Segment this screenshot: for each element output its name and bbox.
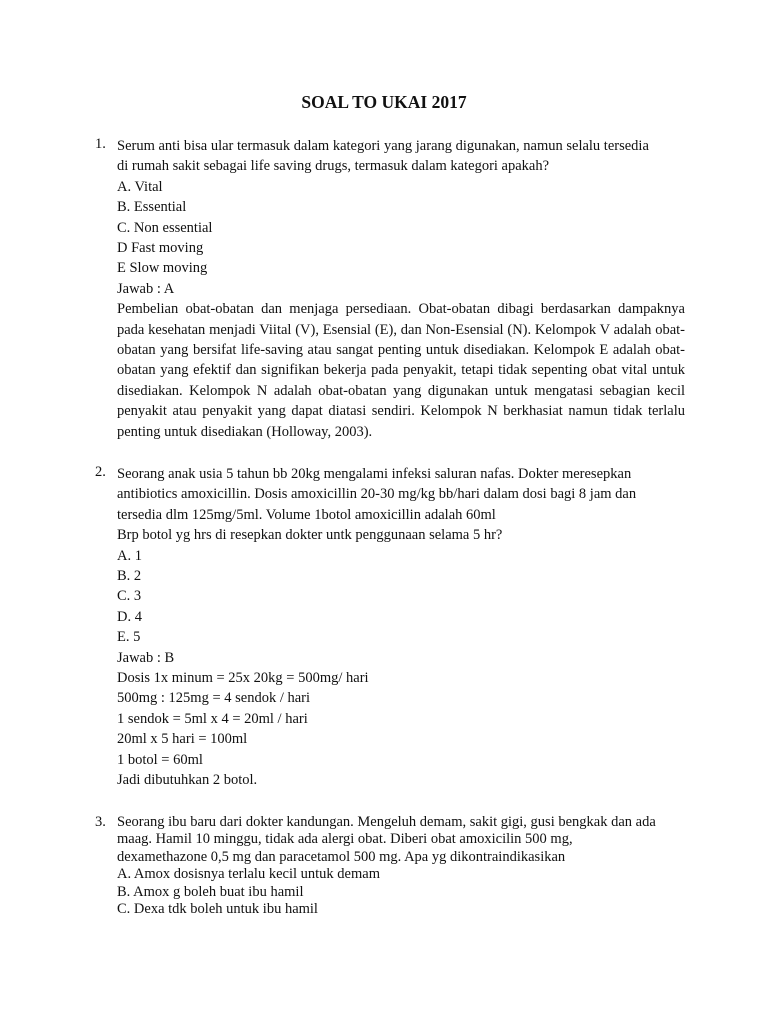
answer-option: C. Non essential bbox=[117, 219, 213, 236]
question-stem-line: antibiotics amoxicillin. Dosis amoxicillin 20-30 mg/kg bb/hari dalam dosi bagi 8 jam dan bbox=[117, 486, 637, 503]
working-line: Dosis 1x minum = 25x 20kg = 500mg/ hari bbox=[117, 670, 369, 687]
question-stem-line: dexamethazone 0,5 mg dan paracetamol 500 mg. Apa yg dikontraindikasikan bbox=[117, 848, 566, 865]
question-stem-line: tersedia dlm 125mg/5ml. Volume 1botol amoxicillin adalah 60ml bbox=[117, 506, 496, 523]
answer-key: Jawab : B bbox=[117, 649, 175, 666]
question-1 bbox=[95, 136, 685, 442]
answer-option: C. Dexa tdk boleh untuk ibu hamil bbox=[117, 901, 318, 918]
answer-option: B. Amox g boleh buat ibu hamil bbox=[117, 883, 304, 900]
document-title: SOAL TO UKAI 2017 bbox=[301, 92, 467, 112]
working-line: Jadi dibutuhkan 2 botol. bbox=[117, 772, 258, 789]
question-3 bbox=[95, 814, 685, 918]
answer-option: A. Amox dosisnya terlalu kecil untuk demam bbox=[117, 866, 380, 883]
question-stem-line: Serum anti bisa ular termasuk dalam kategori yang jarang digunakan, namun selalu tersedia bbox=[117, 138, 649, 154]
working-line: 1 botol = 60ml bbox=[117, 751, 203, 768]
answer-option: D Fast moving bbox=[117, 240, 204, 257]
question-stem-line: di rumah sakit sebagai life saving drugs, termasuk dalam kategori apakah? bbox=[117, 158, 550, 175]
answer-option: C. 3 bbox=[117, 588, 142, 605]
question-number: 3. bbox=[95, 814, 106, 830]
question-stem-line: Seorang anak usia 5 tahun bb 20kg mengalami infeksi saluran nafas. Dokter meresepkan bbox=[117, 466, 632, 482]
answer-option: B. 2 bbox=[117, 568, 142, 585]
answer-explanation: Pembelian obat-obatan dan menjaga persediaan. Obat-obatan dibagi berdasarkan dampaknya pada kesehatan menjadi Viital (V), Esensial (E), dan Non-Esensial (N). Kelompok V adalah obat-obatan yang bersifat life-saving atau sangat penting untuk disediakan. Kelompok E adalah obat-obatan yang efektif dan signifikan bekerja pada penyakit, tetapi tidak sepenting obat vital untuk disediakan. Kelompok N adalah obat-obatan yang digunakan untuk mengatasi sebagian kecil penyakit atau penyakit yang dapat diatasi sendiri. Kelompok N berkhasiat namun tidak terlalu penting untuk disediakan (Holloway, 2003). bbox=[117, 301, 685, 440]
answer-key: Jawab : A bbox=[117, 280, 175, 297]
answer-option: A. 1 bbox=[117, 547, 142, 564]
answer-option: E. 5 bbox=[117, 629, 141, 646]
question-stem-line: maag. Hamil 10 minggu, tidak ada alergi obat. Diberi obat amoxicilin 500 mg, bbox=[117, 831, 573, 848]
question-number: 1. bbox=[95, 136, 106, 152]
working-line: 1 sendok = 5ml x 4 = 20ml / hari bbox=[117, 710, 308, 727]
answer-option: D. 4 bbox=[117, 608, 142, 625]
question-2 bbox=[95, 464, 685, 791]
answer-option: E Slow moving bbox=[117, 260, 208, 277]
question-number: 2. bbox=[95, 464, 106, 480]
working-line: 20ml x 5 hari = 100ml bbox=[117, 731, 248, 748]
question-stem-line: Brp botol yg hrs di resepkan dokter untk penggunaan selama 5 hr? bbox=[117, 527, 503, 544]
answer-option: A. Vital bbox=[117, 178, 163, 195]
working-line: 500mg : 125mg = 4 sendok / hari bbox=[117, 690, 311, 707]
answer-option: B. Essential bbox=[117, 199, 187, 216]
question-stem-line: Seorang ibu baru dari dokter kandungan. Mengeluh demam, sakit gigi, gusi bengkak dan ada bbox=[117, 814, 656, 830]
